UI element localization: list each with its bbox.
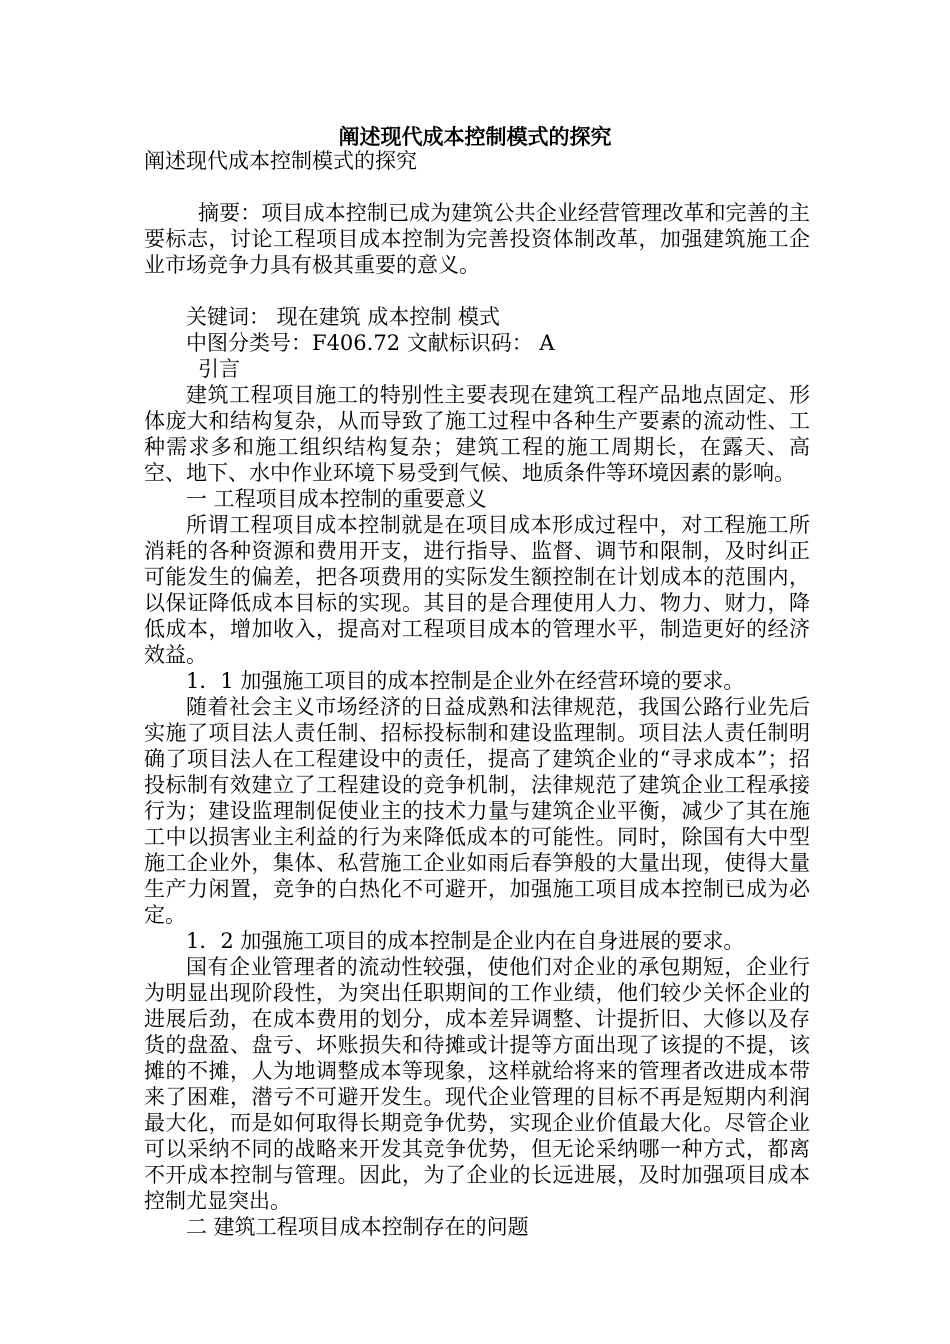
section1-heading: 一 工程项目成本控制的重要意义 bbox=[186, 487, 487, 511]
intro-heading: 引言 bbox=[198, 357, 240, 381]
blank-line bbox=[144, 278, 810, 304]
document-body bbox=[144, 148, 810, 1240]
section1-paragraph: 所谓工程项目成本控制就是在项目成本形成过程中，对工程施工所消耗的各种资源和费用开支，进行指导、监督、调节和限制，及时纠正可能发生的偏差，把各项费用的实际发生额控制在计划成本的范围内，以保证降低成本目标的实现。其目的是合理使用人力、物力、财力，降低成本，增加收入，提高对工程项目成本的管理水平，制造更好的经济效益。 bbox=[144, 513, 810, 667]
section1-2-heading: 1．2 加强施工项目的成本控制是企业内在自身进展的要求。 bbox=[186, 929, 745, 953]
section1-2-paragraph: 国有企业管理者的流动性较强，使他们对企业的承包期短，企业行为明显出现阶段性，为突出任职期间的工作业绩，他们较少关怀企业的进展后劲，在成本费用的划分，成本差异调整、计提折旧、大修以及存货的盘盈、盘亏、坏账损失和待摊或计提等方面出现了该提的不提，该摊的不摊，人为地调整成本等现象，这样就给将来的管理者改进成本带来了困难，潜亏不可避开发生。现代企业管理的目标不再是短期内利润最大化，而是如何取得长期竞争优势，实现企业价值最大化。尽管企业可以采纳不同的战略来开发其竞争优势，但无论采纳哪一种方式，都离不开成本控制与管理。因此，为了企业的长远进展，及时加强项目成本控制尤显突出。 bbox=[144, 955, 810, 1213]
section1-1-heading: 1．1 加强施工项目的成本控制是企业外在经营环境的要求。 bbox=[186, 669, 745, 693]
blank-line bbox=[144, 174, 810, 200]
abstract-paragraph: 摘要：项目成本控制已成为建筑公共企业经营管理改革和完善的主要标志，讨论工程项目成本控制为完善投资体制改革，加强建筑施工企业市场竞争力具有极其重要的意义。 bbox=[144, 201, 810, 277]
intro-paragraph: 建筑工程项目施工的特别性主要表现在建筑工程产品地点固定、形体庞大和结构复杂，从而导致了施工过程中各种生产要素的流动性、工种需求多和施工组织结构复杂；建筑工程的施工周期长，在露天、高空、地下、水中作业环境下易受到气候、地质条件等环境因素的影响。 bbox=[144, 383, 810, 485]
classification-line: 中图分类号：F406.72 文献标识码： A bbox=[186, 331, 555, 355]
document-title: 阐述现代成本控制模式的探究 bbox=[338, 124, 612, 149]
section2-heading: 二 建筑工程项目成本控制存在的问题 bbox=[186, 1215, 529, 1239]
section1-1-paragraph: 随着社会主义市场经济的日益成熟和法律规范，我国公路行业先后实施了项目法人责任制、招标投标制和建设监理制。项目法人责任制明确了项目法人在工程建设中的责任，提高了建筑企业的“寻求成本”；招投标制有效建立了工程建设的竞争机制，法律规范了建筑企业工程承接行为；建设监理制促使业主的技术力量与建筑企业平衡，减少了其在施工中以损害业主利益的行为来降低成本的可能性。同时，除国有大中型施工企业外，集体、私营施工企业如雨后春笋般的大量出现，使得大量生产力闲置，竞争的白热化不可避开，加强施工项目成本控制已成为必定。 bbox=[144, 695, 810, 927]
document-subtitle: 阐述现代成本控制模式的探究 bbox=[144, 149, 417, 173]
keywords-line: 关键词： 现在建筑 成本控制 模式 bbox=[186, 305, 501, 329]
